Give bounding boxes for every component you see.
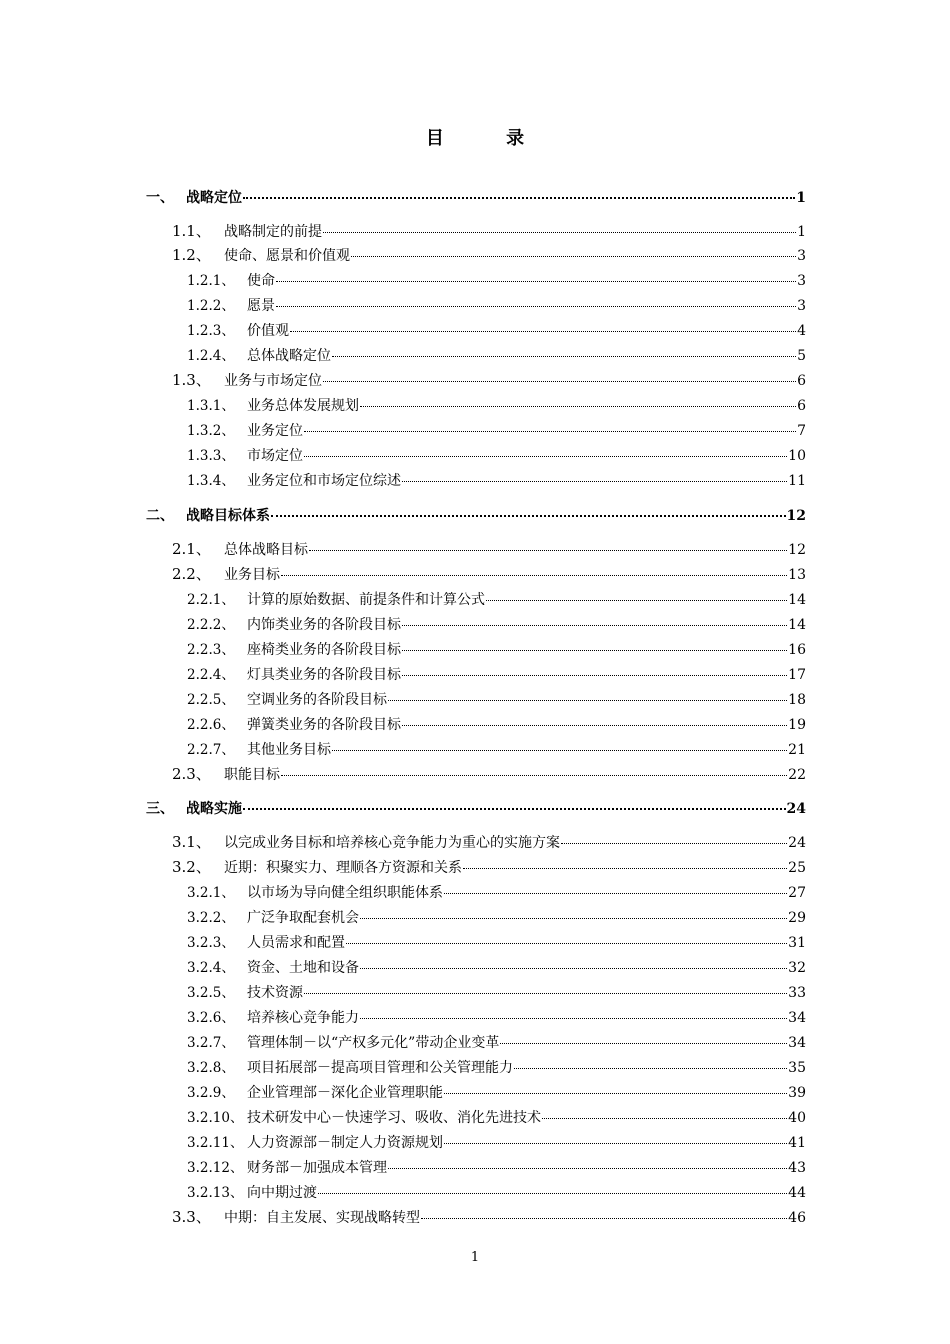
toc-entry-level-3[interactable] <box>187 1182 806 1202</box>
toc-entry-level-3[interactable] <box>187 957 806 977</box>
toc-entry-page: 35 <box>788 1060 806 1076</box>
dot-leader <box>290 317 796 332</box>
toc-entry-page: 1 <box>797 224 806 240</box>
toc-entry-level-3[interactable] <box>187 689 806 709</box>
toc-entry-level-3[interactable] <box>187 1107 806 1127</box>
toc-entry-label: 广泛争取配套机会 <box>247 910 359 926</box>
toc-entry-number: 3.1、 <box>172 833 211 851</box>
toc-entry-level-3[interactable] <box>187 1082 806 1102</box>
dot-leader <box>360 392 796 407</box>
toc-entry-number: 二、 <box>146 508 174 524</box>
toc-entry-level-3[interactable] <box>187 882 806 902</box>
toc-entry-label: 业务定位和市场定位综述 <box>247 473 401 489</box>
dot-leader <box>402 661 787 676</box>
toc-entry-page: 17 <box>788 667 806 683</box>
toc-entry-level-3[interactable] <box>187 1132 806 1152</box>
toc-entry-label: 企业管理部－深化企业管理职能 <box>247 1085 443 1101</box>
toc-entry-number: 3.2.1、 <box>187 885 235 901</box>
dot-leader <box>421 1204 787 1219</box>
toc-entry-label: 培养核心竞争能力 <box>247 1010 359 1026</box>
toc-entry-label: 资金、土地和设备 <box>247 960 359 976</box>
toc-entry-number: 1.2.3、 <box>187 323 235 339</box>
toc-entry-number: 3.2.12、 <box>187 1160 244 1176</box>
toc-entry-label: 灯具类业务的各阶段目标 <box>247 667 401 683</box>
toc-entry-number: 1.3、 <box>172 371 211 389</box>
toc-entry-number: 1.2.2、 <box>187 298 235 314</box>
toc-entry-label: 业务总体发展规划 <box>247 398 359 414</box>
toc-entry-number: 2.3、 <box>172 765 211 783</box>
toc-entry-level-2[interactable] <box>172 245 806 265</box>
toc-entry-page: 3 <box>797 273 806 289</box>
dot-leader <box>304 417 796 432</box>
toc-entry-page: 7 <box>797 423 806 439</box>
toc-entry-page: 25 <box>788 860 806 876</box>
toc-entry-label: 向中期过渡 <box>247 1185 317 1201</box>
dot-leader <box>402 636 787 651</box>
toc-entry-page: 22 <box>788 767 806 783</box>
toc-entry-level-3[interactable] <box>187 345 806 365</box>
toc-entry-label: 技术资源 <box>247 985 303 1001</box>
toc-entry-level-3[interactable] <box>187 295 806 315</box>
toc-entry-level-3[interactable] <box>187 395 806 415</box>
toc-entry-number: 2.2.1、 <box>187 592 235 608</box>
dot-leader <box>243 794 786 810</box>
toc-entry-number: 3.2.2、 <box>187 910 235 926</box>
toc-entry-number: 2.2.6、 <box>187 717 235 733</box>
dot-leader <box>542 1104 787 1119</box>
dot-leader <box>486 586 787 601</box>
toc-entry-page: 3 <box>797 248 806 264</box>
toc-entry-number: 1.3.4、 <box>187 473 235 489</box>
toc-entry-level-2[interactable] <box>172 764 806 784</box>
toc-entry-page: 43 <box>788 1160 806 1176</box>
toc-entry-level-3[interactable] <box>187 445 806 465</box>
dot-leader <box>561 829 787 844</box>
toc-entry-label: 财务部－加强成本管理 <box>247 1160 387 1176</box>
dot-leader <box>323 367 796 382</box>
toc-entry-label: 使命 <box>247 273 275 289</box>
toc-entry-page: 11 <box>788 473 806 489</box>
dot-leader <box>271 501 786 517</box>
dot-leader <box>281 561 787 576</box>
toc-entry-number: 3.2.7、 <box>187 1035 235 1051</box>
toc-entry-number: 2.2.3、 <box>187 642 235 658</box>
toc-entry-level-3[interactable] <box>187 664 806 684</box>
toc-entry-label: 使命、愿景和价值观 <box>224 248 350 264</box>
toc-entry-label: 业务目标 <box>224 567 280 583</box>
toc-entry-level-2[interactable] <box>172 370 806 390</box>
toc-entry-level-2[interactable] <box>172 539 806 559</box>
toc-entry-number: 3.2.8、 <box>187 1060 235 1076</box>
dot-leader <box>243 183 795 199</box>
dot-leader <box>402 611 787 626</box>
toc-entry-level-2[interactable] <box>172 1207 806 1227</box>
toc-entry-label: 空调业务的各阶段目标 <box>247 692 387 708</box>
toc-entry-label: 内饰类业务的各阶段目标 <box>247 617 401 633</box>
toc-entry-page: 6 <box>797 398 806 414</box>
toc-entry-level-2[interactable] <box>172 832 806 852</box>
dot-leader <box>360 1004 787 1019</box>
toc-entry-page: 12 <box>788 542 806 558</box>
toc-entry-page: 21 <box>788 742 806 758</box>
toc-entry-level-3[interactable] <box>187 1032 806 1052</box>
toc-entry-label: 管理体制－以“产权多元化”带动企业变革 <box>247 1035 500 1051</box>
toc-entry-page: 29 <box>788 910 806 926</box>
dot-leader <box>332 736 787 751</box>
dot-leader <box>388 1154 787 1169</box>
dot-leader <box>360 954 787 969</box>
toc-entry-level-2[interactable] <box>172 857 806 877</box>
toc-entry-page: 40 <box>788 1110 806 1126</box>
dot-leader <box>323 218 796 233</box>
toc-entry-number: 3.2.9、 <box>187 1085 235 1101</box>
toc-entry-page: 3 <box>797 298 806 314</box>
toc-entry-number: 3.3、 <box>172 1208 211 1226</box>
toc-entry-label: 市场定位 <box>247 448 303 464</box>
toc-entry-page: 46 <box>788 1210 806 1226</box>
toc-entry-label: 业务定位 <box>247 423 303 439</box>
toc-entry-label: 人力资源部－制定人力资源规划 <box>247 1135 443 1151</box>
toc-entry-label: 业务与市场定位 <box>224 373 322 389</box>
toc-entry-label: 职能目标 <box>224 767 280 783</box>
toc-entry-number: 3.2.10、 <box>187 1110 244 1126</box>
toc-entry-number: 2.2、 <box>172 565 211 583</box>
toc-entry-number: 1.2、 <box>172 246 211 264</box>
dot-leader <box>332 342 796 357</box>
toc-entry-page: 24 <box>786 801 806 817</box>
dot-leader <box>304 979 787 994</box>
toc-entry-label: 愿景 <box>247 298 275 314</box>
toc-entry-level-1[interactable] <box>146 797 806 818</box>
toc-entry-number: 3.2.4、 <box>187 960 235 976</box>
toc-entry-level-3[interactable] <box>187 470 806 490</box>
dot-leader <box>276 267 796 282</box>
toc-entry-level-3[interactable] <box>187 1007 806 1027</box>
toc-entry-level-3[interactable] <box>187 907 806 927</box>
toc-entry-page: 18 <box>788 692 806 708</box>
dot-leader <box>276 292 796 307</box>
toc-entry-page: 34 <box>788 1010 806 1026</box>
toc-entry-number: 3.2.6、 <box>187 1010 235 1026</box>
toc-entry-number: 三、 <box>146 801 174 817</box>
toc-entry-number: 2.2.2、 <box>187 617 235 633</box>
toc-entry-number: 1.3.3、 <box>187 448 235 464</box>
toc-entry-number: 一、 <box>146 190 174 206</box>
toc-entry-page: 39 <box>788 1085 806 1101</box>
toc-entry-level-3[interactable] <box>187 982 806 1002</box>
page-number: 1 <box>470 1250 480 1265</box>
toc-entry-label: 中期：自主发展、实现战略转型 <box>224 1210 420 1226</box>
toc-entry-label: 战略定位 <box>186 190 242 206</box>
toc-entry-level-3[interactable] <box>187 714 806 734</box>
dot-leader <box>402 467 787 482</box>
toc-entry-page: 27 <box>788 885 806 901</box>
toc-entry-page: 14 <box>788 592 806 608</box>
toc-entry-label: 总体战略定位 <box>247 348 331 364</box>
toc-entry-level-3[interactable] <box>187 1057 806 1077</box>
toc-entry-label: 以完成业务目标和培养核心竞争能力为重心的实施方案 <box>224 835 560 851</box>
toc-entry-number: 3.2.3、 <box>187 935 235 951</box>
toc-entry-level-1[interactable] <box>146 504 806 525</box>
toc-entry-label: 弹簧类业务的各阶段目标 <box>247 717 401 733</box>
toc-entry-page: 6 <box>797 373 806 389</box>
toc-entry-label: 战略实施 <box>186 801 242 817</box>
toc-entry-page: 33 <box>788 985 806 1001</box>
toc-entry-label: 价值观 <box>247 323 289 339</box>
toc-entry-page: 34 <box>788 1035 806 1051</box>
dot-leader <box>388 686 787 701</box>
toc-entry-page: 19 <box>788 717 806 733</box>
dot-leader <box>351 242 796 257</box>
toc-entry-label: 技术研发中心－快速学习、吸收、消化先进技术 <box>247 1110 541 1126</box>
dot-leader <box>444 1129 787 1144</box>
toc-entry-number: 1.1、 <box>172 222 211 240</box>
toc-entry-level-3[interactable] <box>187 270 806 290</box>
toc-entry-label: 近期：积聚实力、理顺各方资源和关系 <box>224 860 462 876</box>
toc-entry-page: 31 <box>788 935 806 951</box>
dot-leader <box>281 761 787 776</box>
toc-entry-label: 人员需求和配置 <box>247 935 345 951</box>
toc-entry-level-2[interactable] <box>172 564 806 584</box>
toc-entry-label: 项目拓展部－提高项目管理和公关管理能力 <box>247 1060 513 1076</box>
dot-leader <box>444 1079 787 1094</box>
toc-entry-number: 2.2.5、 <box>187 692 235 708</box>
toc-entry-page: 13 <box>788 567 806 583</box>
toc-entry-level-1[interactable] <box>146 186 806 207</box>
toc-entry-number: 1.3.2、 <box>187 423 235 439</box>
dot-leader <box>444 879 787 894</box>
dot-leader <box>346 929 787 944</box>
toc-entry-number: 1.3.1、 <box>187 398 235 414</box>
dot-leader <box>309 536 787 551</box>
toc-entry-page: 24 <box>788 835 806 851</box>
toc-entry-page: 12 <box>786 508 806 524</box>
toc-entry-level-3[interactable] <box>187 932 806 952</box>
dot-leader <box>463 854 787 869</box>
toc-entry-page: 44 <box>788 1185 806 1201</box>
toc-entry-level-3[interactable] <box>187 589 806 609</box>
dot-leader <box>402 711 787 726</box>
toc-entry-level-3[interactable] <box>187 420 806 440</box>
toc-entry-level-2[interactable] <box>172 221 806 241</box>
toc-entry-number: 2.2.4、 <box>187 667 235 683</box>
toc-entry-number: 3.2.11、 <box>187 1135 244 1151</box>
toc-entry-number: 2.2.7、 <box>187 742 235 758</box>
dot-leader <box>514 1054 787 1069</box>
toc-entry-number: 3.2.13、 <box>187 1185 244 1201</box>
page-title: 目 录 <box>425 128 553 149</box>
toc-entry-number: 3.2、 <box>172 858 211 876</box>
toc-entry-label: 其他业务目标 <box>247 742 331 758</box>
toc-entry-label: 总体战略目标 <box>224 542 308 558</box>
toc-entry-page: 10 <box>788 448 806 464</box>
dot-leader <box>500 1029 787 1044</box>
toc-entry-level-3[interactable] <box>187 739 806 759</box>
dot-leader <box>304 442 787 457</box>
toc-entry-page: 41 <box>788 1135 806 1151</box>
dot-leader <box>360 904 787 919</box>
toc-entry-level-3[interactable] <box>187 1157 806 1177</box>
toc-entry-label: 以市场为导向健全组织职能体系 <box>247 885 443 901</box>
toc-entry-page: 1 <box>796 190 806 206</box>
toc-entry-page: 4 <box>797 323 806 339</box>
toc-entry-label: 战略制定的前提 <box>224 224 322 240</box>
toc-entry-page: 5 <box>797 348 806 364</box>
dot-leader <box>318 1179 787 1194</box>
toc-entry-label: 战略目标体系 <box>186 508 270 524</box>
toc-entry-level-3[interactable] <box>187 639 806 659</box>
toc-entry-number: 3.2.5、 <box>187 985 235 1001</box>
toc-entry-page: 14 <box>788 617 806 633</box>
toc-entry-level-3[interactable] <box>187 614 806 634</box>
toc-entry-level-3[interactable] <box>187 320 806 340</box>
toc-entry-number: 1.2.1、 <box>187 273 235 289</box>
toc-entry-page: 32 <box>788 960 806 976</box>
toc-entry-number: 1.2.4、 <box>187 348 235 364</box>
toc-entry-number: 2.1、 <box>172 540 211 558</box>
toc-entry-page: 16 <box>788 642 806 658</box>
toc-entry-label: 座椅类业务的各阶段目标 <box>247 642 401 658</box>
toc-entry-label: 计算的原始数据、前提条件和计算公式 <box>247 592 485 608</box>
